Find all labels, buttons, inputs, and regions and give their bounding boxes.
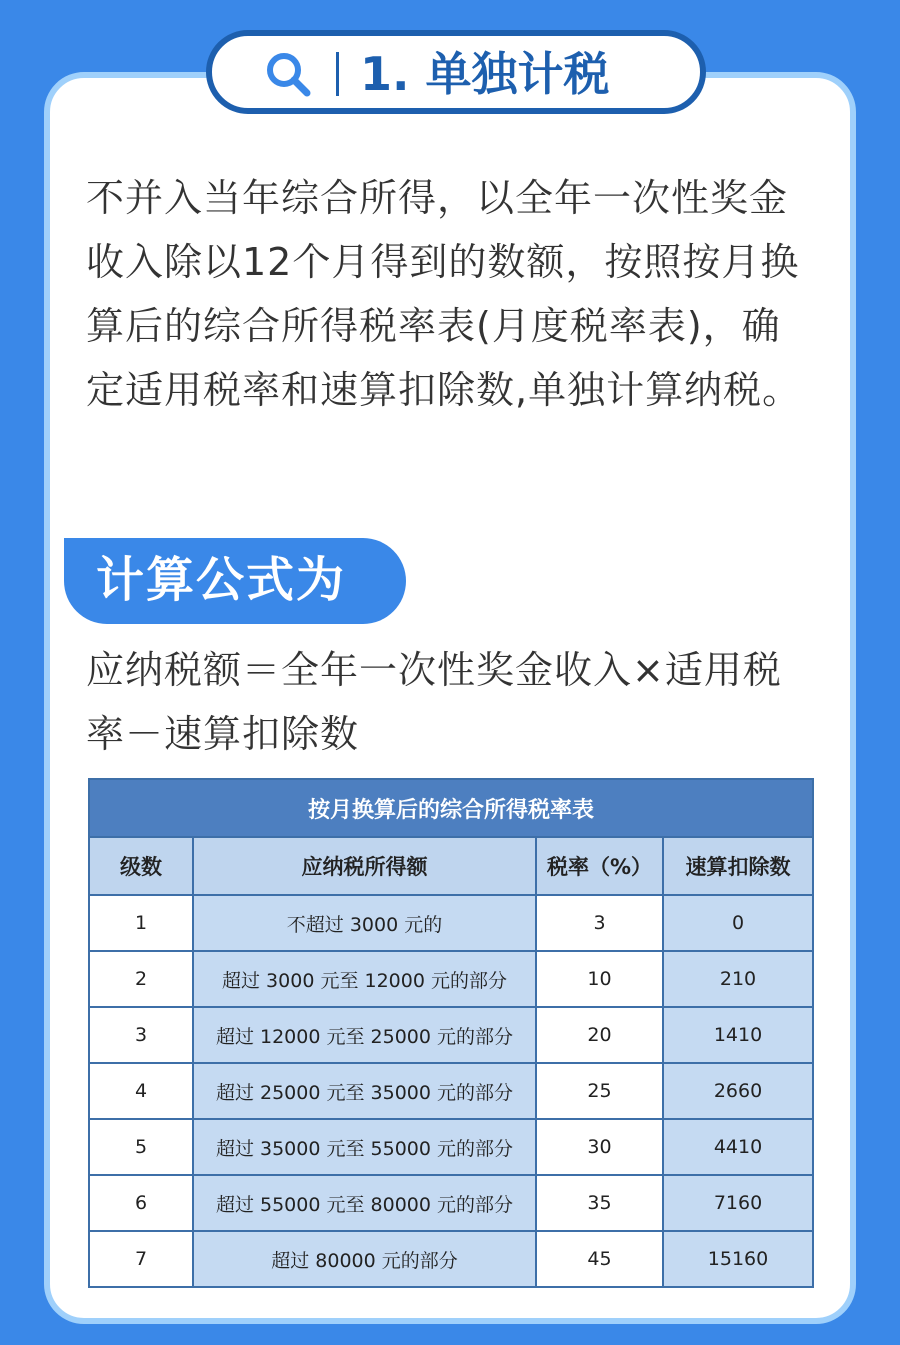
table-row bbox=[89, 1063, 813, 1119]
cell-income: 不超过 3000 元的 bbox=[193, 895, 536, 951]
table-row bbox=[89, 1119, 813, 1175]
table-row bbox=[89, 895, 813, 951]
cell-level: 1 bbox=[89, 895, 193, 951]
table-row bbox=[89, 951, 813, 1007]
magnifier-icon bbox=[264, 50, 312, 98]
tax-rate-table bbox=[88, 778, 812, 1272]
table-row bbox=[89, 1175, 813, 1231]
cell-rate: 10 bbox=[536, 951, 663, 1007]
cell-deduction: 2660 bbox=[663, 1063, 813, 1119]
cell-level: 5 bbox=[89, 1119, 193, 1175]
cell-rate: 3 bbox=[536, 895, 663, 951]
cell-level: 3 bbox=[89, 1007, 193, 1063]
cell-deduction: 0 bbox=[663, 895, 813, 951]
table-caption: 按月换算后的综合所得税率表 bbox=[89, 779, 813, 837]
cell-deduction: 210 bbox=[663, 951, 813, 1007]
section-title: 1. 单独计税 bbox=[360, 47, 610, 101]
cell-income: 超过 3000 元至 12000 元的部分 bbox=[193, 951, 536, 1007]
cell-level: 4 bbox=[89, 1063, 193, 1119]
cell-rate: 30 bbox=[536, 1119, 663, 1175]
cell-deduction: 1410 bbox=[663, 1007, 813, 1063]
header-taxable-income: 应纳税所得额 bbox=[193, 837, 536, 895]
cell-deduction: 4410 bbox=[663, 1119, 813, 1175]
cell-income: 超过 80000 元的部分 bbox=[193, 1231, 536, 1287]
cell-rate: 35 bbox=[536, 1175, 663, 1231]
cell-deduction: 7160 bbox=[663, 1175, 813, 1231]
cell-income: 超过 35000 元至 55000 元的部分 bbox=[193, 1119, 536, 1175]
cell-level: 6 bbox=[89, 1175, 193, 1231]
formula-badge bbox=[64, 538, 406, 624]
header-level: 级数 bbox=[89, 837, 193, 895]
header-tax-rate: 税率（%） bbox=[536, 837, 663, 895]
section-header bbox=[206, 30, 706, 114]
cell-level: 2 bbox=[89, 951, 193, 1007]
table-row bbox=[89, 1007, 813, 1063]
cell-deduction: 15160 bbox=[663, 1231, 813, 1287]
cell-rate: 25 bbox=[536, 1063, 663, 1119]
header-divider bbox=[336, 52, 339, 96]
cell-rate: 20 bbox=[536, 1007, 663, 1063]
cell-level: 7 bbox=[89, 1231, 193, 1287]
header-quick-deduction: 速算扣除数 bbox=[663, 837, 813, 895]
table-row bbox=[89, 1231, 813, 1287]
cell-income: 超过 12000 元至 25000 元的部分 bbox=[193, 1007, 536, 1063]
formula-text: 应纳税额＝全年一次性奖金收入×适用税率－速算扣除数 bbox=[86, 648, 782, 756]
intro-paragraph: 不并入当年综合所得，以全年一次性奖金收入除以12个月得到的数额，按照按月换算后的综合所得税率表(月度税率表)，确定适用税率和速算扣除数,单独计算纳税。 bbox=[86, 176, 802, 412]
cell-income: 超过 55000 元至 80000 元的部分 bbox=[193, 1175, 536, 1231]
formula-badge-label: 计算公式为 bbox=[96, 552, 347, 608]
cell-income: 超过 25000 元至 35000 元的部分 bbox=[193, 1063, 536, 1119]
cell-rate: 45 bbox=[536, 1231, 663, 1287]
